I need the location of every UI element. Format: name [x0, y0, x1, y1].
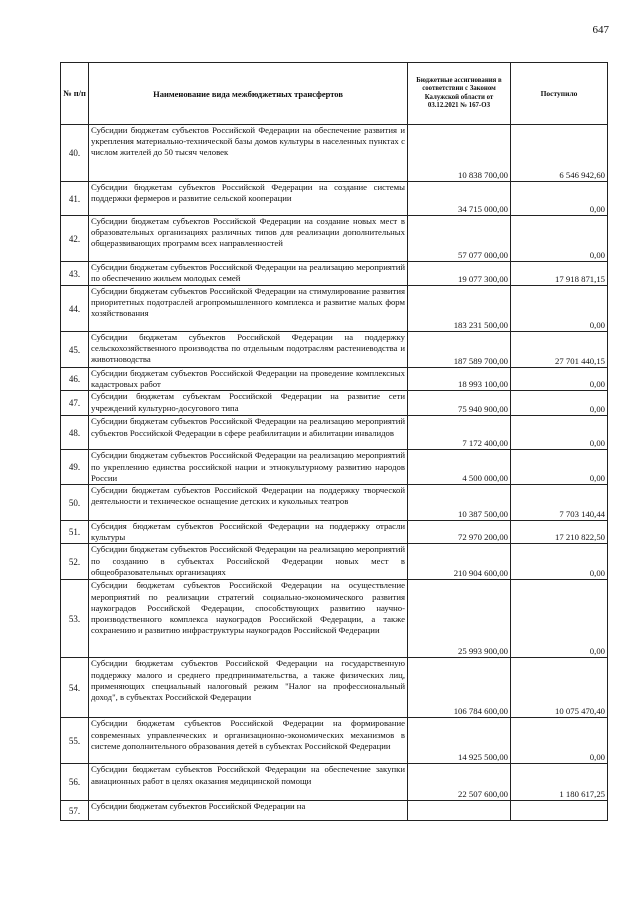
- row-name: Субсидии бюджетам субъектов Российской Федерации на реализацию мероприятий по укреплению единства российской нации и этнокультурному развитию народов России: [89, 450, 408, 485]
- row-budget: 14 925 500,00: [408, 718, 511, 764]
- row-received: 0,00: [511, 580, 608, 658]
- row-number: 43.: [61, 262, 89, 286]
- row-budget: 75 940 900,00: [408, 391, 511, 416]
- row-received: 0,00: [511, 450, 608, 485]
- row-received: 0,00: [511, 368, 608, 391]
- row-name: Субсидии бюджетам субъектов Российской Федерации на обеспечение развития и укрепления материально-технической базы домов культуры в населенных пунктах с числом жителей до 50 тысяч человек: [89, 125, 408, 182]
- row-name: Субсидии бюджетам субъектов Российской Федерации на поддержку творческой деятельности и техническое оснащение детских и кукольных театров: [89, 485, 408, 521]
- row-budget: [408, 801, 511, 821]
- header-name: Наименование вида межбюджетных трансфертов: [89, 63, 408, 125]
- table-row: [61, 580, 608, 658]
- row-budget: 25 993 900,00: [408, 580, 511, 658]
- row-received: 1 180 617,25: [511, 764, 608, 801]
- table-row: [61, 368, 608, 391]
- row-name: Субсидии бюджетам субъектов Российской Федерации на формирование современных управленческих и организационно-экономических механизмов в системе дополнительного образования детей в субъектах Российской Федерации: [89, 718, 408, 764]
- header-budget: Бюджетные ассигнования в соответствии с Законом Калужской области от 03.12.2021 № 167-ОЗ: [408, 63, 511, 125]
- row-budget: 10 387 500,00: [408, 485, 511, 521]
- table-row: [61, 286, 608, 332]
- row-budget: 210 904 600,00: [408, 544, 511, 580]
- row-received: [511, 801, 608, 821]
- table-row: [61, 125, 608, 182]
- header-received: Поступило: [511, 63, 608, 125]
- row-received: 0,00: [511, 391, 608, 416]
- row-budget: 10 838 700,00: [408, 125, 511, 182]
- row-received: 7 703 140,44: [511, 485, 608, 521]
- row-received: 0,00: [511, 544, 608, 580]
- row-number: 54.: [61, 658, 89, 718]
- row-name: Субсидии бюджетам субъектам Российской Федерации на развитие сети учреждений культурно-досугового типа: [89, 391, 408, 416]
- row-number: 42.: [61, 216, 89, 262]
- row-budget: 18 993 100,00: [408, 368, 511, 391]
- table-row: [61, 216, 608, 262]
- row-received: 0,00: [511, 286, 608, 332]
- table-row: [61, 764, 608, 801]
- table-row: [61, 391, 608, 416]
- row-name: Субсидии бюджетам субъектов Российской Федерации на реализацию мероприятий субъектов Российской Федерации в сфере реабилитации и абилитации инвалидов: [89, 416, 408, 450]
- row-received: 10 075 470,40: [511, 658, 608, 718]
- table-row: [61, 416, 608, 450]
- table-row: [61, 332, 608, 368]
- row-number: 45.: [61, 332, 89, 368]
- row-name: Субсидии бюджетам субъектов Российской Федерации на стимулирование развития приоритетных подотраслей агропромышленного комплекса и развитие малых форм хозяйствования: [89, 286, 408, 332]
- table-row: [61, 658, 608, 718]
- row-budget: 106 784 600,00: [408, 658, 511, 718]
- row-budget: 72 970 200,00: [408, 521, 511, 544]
- row-received: 0,00: [511, 182, 608, 216]
- row-number: 56.: [61, 764, 89, 801]
- row-budget: 7 172 400,00: [408, 416, 511, 450]
- table-row: [61, 262, 608, 286]
- row-name: Субсидии бюджетам субъектов Российской Федерации на реализацию мероприятий по созданию в субъектах Российской Федерации новых мест в общеобразовательных организациях: [89, 544, 408, 580]
- transfers-table: [60, 62, 608, 821]
- row-number: 49.: [61, 450, 89, 485]
- row-number: 57.: [61, 801, 89, 821]
- row-name: Субсидия бюджетам субъектов Российской Федерации на поддержку отрасли культуры: [89, 521, 408, 544]
- table-row: [61, 485, 608, 521]
- table-row: [61, 801, 608, 821]
- row-number: 48.: [61, 416, 89, 450]
- row-budget: 4 500 000,00: [408, 450, 511, 485]
- row-name: Субсидии бюджетам субъектов Российской Федерации на поддержку сельскохозяйственного производства по отдельным подотраслям растениеводства и животноводства: [89, 332, 408, 368]
- table-row: [61, 718, 608, 764]
- row-number: 47.: [61, 391, 89, 416]
- row-number: 53.: [61, 580, 89, 658]
- table-header-row: [61, 63, 608, 125]
- row-name: Субсидии бюджетам субъектов Российской Федерации на обеспечение закупки авиационных работ в целях оказания медицинской помощи: [89, 764, 408, 801]
- row-received: 0,00: [511, 416, 608, 450]
- table-row: [61, 182, 608, 216]
- row-number: 46.: [61, 368, 89, 391]
- row-name: Субсидии бюджетам субъектов Российской Федерации на: [89, 801, 408, 821]
- row-name: Субсидии бюджетам субъектов Российской Федерации на создание новых мест в образовательных организациях различных типов для реализации дополнительных общеразвивающих программ всех направленностей: [89, 216, 408, 262]
- row-received: 6 546 942,60: [511, 125, 608, 182]
- row-budget: 187 589 700,00: [408, 332, 511, 368]
- row-name: Субсидии бюджетам субъектов Российской Федерации на государственную поддержку малого и среднего предпринимательства, а также физических лиц, применяющих специальный налоговый режим "Налог на профессиональный доход", в субъектах Российской Федерации: [89, 658, 408, 718]
- row-received: 27 701 440,15: [511, 332, 608, 368]
- row-number: 51.: [61, 521, 89, 544]
- row-name: Субсидии бюджетам субъектов Российской Федерации на проведение комплексных кадастровых работ: [89, 368, 408, 391]
- row-budget: 34 715 000,00: [408, 182, 511, 216]
- row-name: Субсидии бюджетам субъектов Российской Федерации на осуществление мероприятий по реализации стратегий социально-экономического развития наукоградов Российской Федерации, способствующих развитию научно-производственного комплекса наукоградов Российской Федерации, а также сохранению и развитию инфраструктуры наукоградов Российской Федерации: [89, 580, 408, 658]
- row-received: 17 918 871,15: [511, 262, 608, 286]
- row-budget: 183 231 500,00: [408, 286, 511, 332]
- row-name: Субсидии бюджетам субъектов Российской Федерации на реализацию мероприятий по обеспечению жильем молодых семей: [89, 262, 408, 286]
- row-budget: 22 507 600,00: [408, 764, 511, 801]
- table-row: [61, 450, 608, 485]
- row-number: 55.: [61, 718, 89, 764]
- header-num: № п/п: [61, 63, 89, 125]
- row-received: 0,00: [511, 718, 608, 764]
- row-number: 40.: [61, 125, 89, 182]
- row-number: 50.: [61, 485, 89, 521]
- row-received: 0,00: [511, 216, 608, 262]
- row-number: 52.: [61, 544, 89, 580]
- row-number: 44.: [61, 286, 89, 332]
- row-name: Субсидии бюджетам субъектов Российской Федерации на создание системы поддержки фермеров и развитие сельской кооперации: [89, 182, 408, 216]
- page-number: 647: [592, 24, 609, 36]
- row-budget: 57 077 000,00: [408, 216, 511, 262]
- table-row: [61, 521, 608, 544]
- table-row: [61, 544, 608, 580]
- row-number: 41.: [61, 182, 89, 216]
- row-budget: 19 077 300,00: [408, 262, 511, 286]
- row-received: 17 210 822,50: [511, 521, 608, 544]
